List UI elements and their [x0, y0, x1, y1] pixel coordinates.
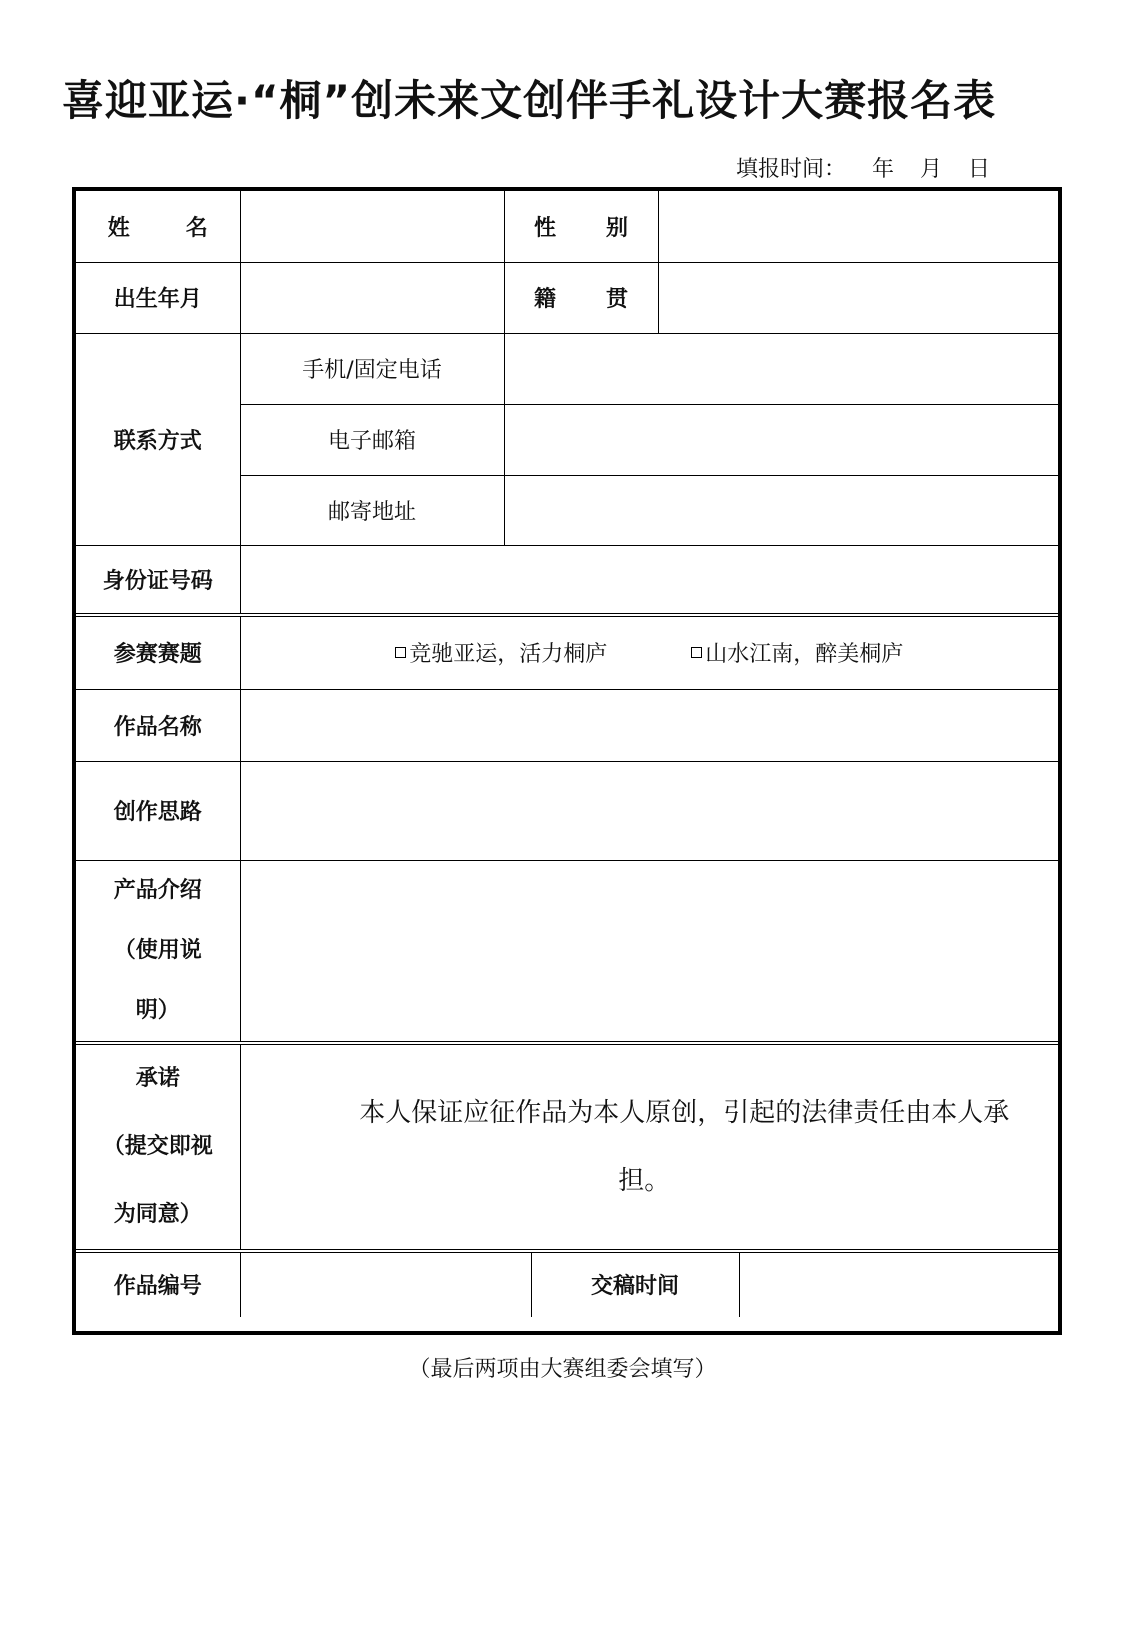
checkbox-icon[interactable]: [395, 647, 406, 658]
birth-field[interactable]: [240, 262, 504, 333]
gender-label: 性 别: [504, 191, 658, 262]
id-number-label: 身份证号码: [76, 545, 240, 615]
topic-option-2[interactable]: 山水江南，醉美桐庐: [691, 637, 903, 668]
footnote: （最后两项由大赛组委会填写）: [408, 1357, 717, 1382]
row-product-intro: [76, 860, 1058, 1043]
email-label: 电子邮箱: [240, 404, 504, 475]
idea-field[interactable]: [240, 761, 1058, 860]
fill-date-label: 填报时间：: [736, 157, 847, 182]
gender-field[interactable]: [658, 191, 1058, 262]
address-field[interactable]: [504, 475, 1058, 545]
row-contact-phone: [76, 333, 1058, 404]
name-field[interactable]: [240, 191, 504, 262]
checkbox-icon[interactable]: [691, 647, 702, 658]
row-birth-native: [76, 262, 1058, 333]
email-field[interactable]: [504, 404, 1058, 475]
page-title: 喜迎亚运·“桐”创未来文创伴手礼设计大赛报名表: [62, 76, 997, 125]
product-intro-label: 产品介绍 （使用说 明）: [76, 860, 240, 1043]
row-name-gender: [76, 191, 1058, 262]
row-idea: [76, 761, 1058, 860]
submit-time-field[interactable]: [739, 1251, 1058, 1317]
fill-date-month: 月: [920, 157, 943, 182]
work-name-field[interactable]: [240, 689, 1058, 761]
promise-text: 本人保证应征作品为本人原创，引起的法律责任由本人承担。: [240, 1043, 1058, 1251]
promise-label: 承诺 （提交即视 为同意）: [76, 1043, 240, 1251]
phone-field[interactable]: [504, 333, 1058, 404]
topic-options: [240, 615, 1058, 689]
work-name-label: 作品名称: [76, 689, 240, 761]
row-work-name: [76, 689, 1058, 761]
contact-label: 联系方式: [76, 333, 240, 545]
fill-date-day: 日: [968, 157, 991, 182]
address-label: 邮寄地址: [240, 475, 504, 545]
work-number-label: 作品编号: [76, 1251, 240, 1317]
fill-date: [736, 152, 990, 183]
registration-form: [76, 191, 1058, 1317]
native-place-label: 籍 贯: [504, 262, 658, 333]
idea-label: 创作思路: [76, 761, 240, 860]
row-topic: [76, 615, 1058, 689]
row-id-number: [76, 545, 1058, 615]
topic-label: 参赛赛题: [76, 615, 240, 689]
row-promise: [76, 1043, 1058, 1251]
name-label: 姓 名: [76, 191, 240, 262]
submit-time-label: 交稿时间: [531, 1251, 739, 1317]
id-number-field[interactable]: [240, 545, 1058, 615]
product-intro-field[interactable]: [240, 860, 1058, 1043]
native-place-field[interactable]: [658, 262, 1058, 333]
work-number-field[interactable]: [240, 1251, 531, 1317]
row-work-number: [76, 1251, 1058, 1317]
topic-option-1[interactable]: 竞驰亚运，活力桐庐: [395, 637, 607, 668]
phone-label: 手机/固定电话: [240, 333, 504, 404]
birth-label: 出生年月: [76, 262, 240, 333]
fill-date-year: 年: [872, 157, 895, 182]
